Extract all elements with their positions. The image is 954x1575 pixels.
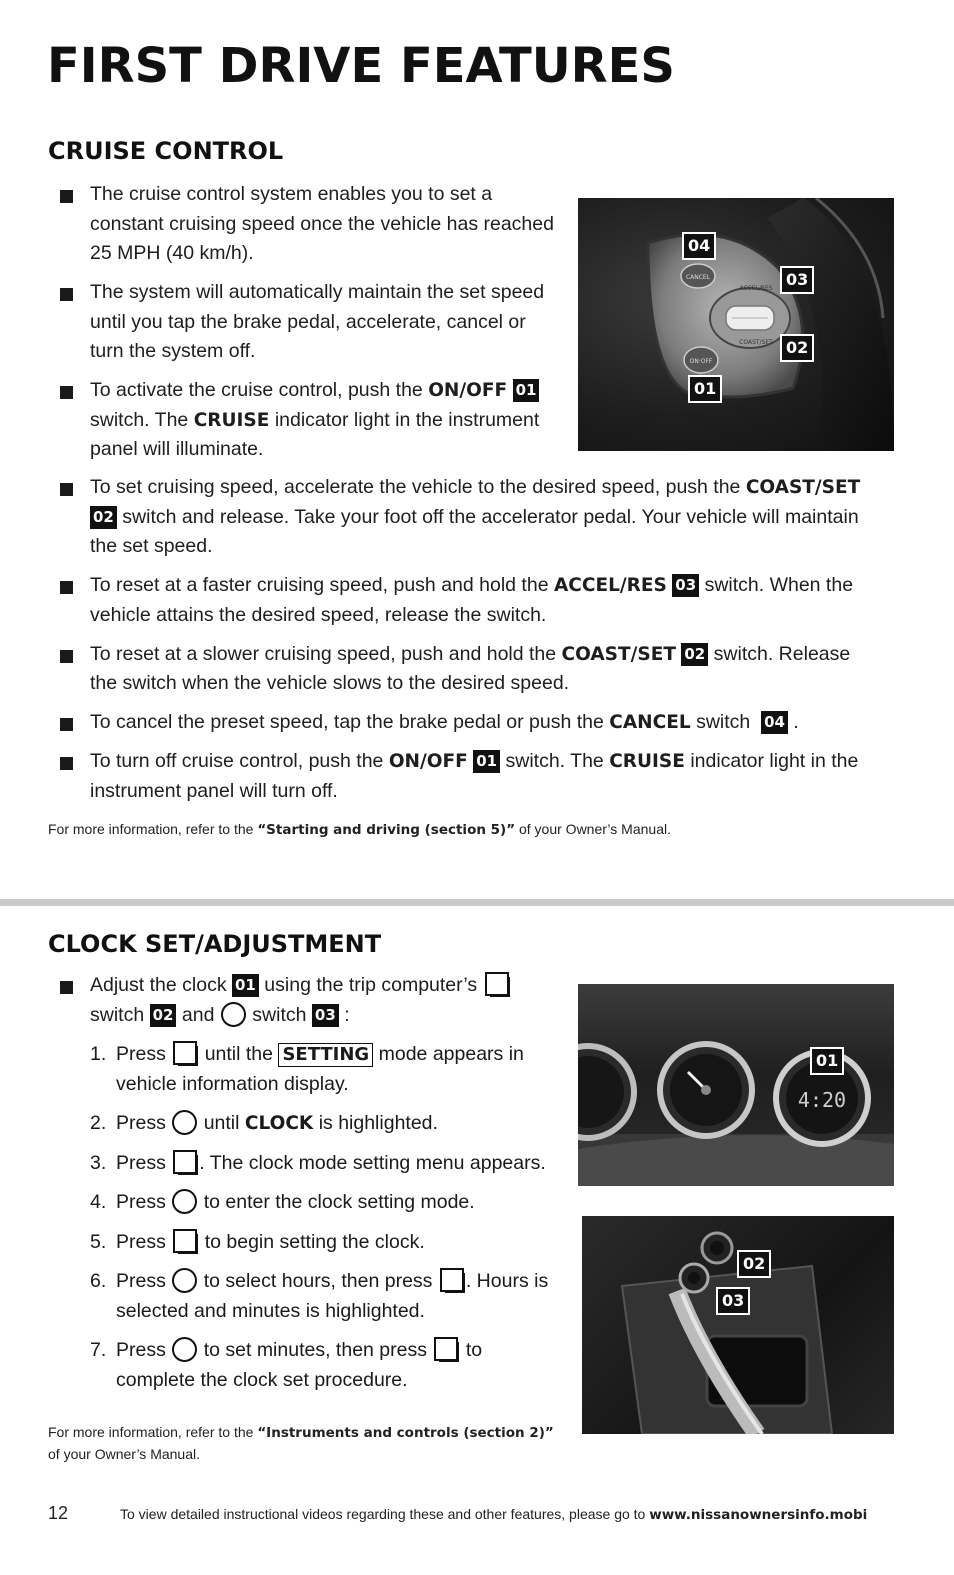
- square-bullet-icon: [60, 718, 73, 731]
- square-bullet-icon: [60, 483, 73, 496]
- square-switch-icon: [439, 1267, 465, 1293]
- round-switch-icon: [172, 1268, 197, 1293]
- step-item: 7. Press to set minutes, then press to complete the clock set procedure.: [90, 1336, 560, 1395]
- list-item: To set cruising speed, accelerate the vehicle to the desired speed, push the COAST/SET 02 switch and release. Take your foot off the accelerator pedal. Your vehicle will maintain the set speed.: [58, 473, 878, 562]
- cruise-bullets-bottom: [58, 473, 878, 806]
- callout-badge-02: 02: [90, 506, 117, 529]
- coast-set-label: COAST/SET: [739, 339, 773, 346]
- cruise-more-info-note: For more information, refer to the “Starting and driving (section 5)” of your Owner’s Manual.: [48, 821, 671, 838]
- round-switch-icon: [172, 1337, 197, 1362]
- accel-res-label: ACCEL/RES: [739, 285, 773, 292]
- gauges-illustration: [578, 984, 894, 1186]
- square-bullet-icon: [60, 190, 73, 203]
- callout-badge-04: 04: [761, 711, 788, 734]
- page-title: FIRST DRIVE FEATURES: [47, 38, 675, 94]
- callout-badge-03: 03: [672, 574, 699, 597]
- page-number: 12: [48, 1503, 69, 1523]
- callout-badge-03: 03: [312, 1004, 339, 1027]
- cruise-control-heading: CRUISE CONTROL: [48, 137, 284, 165]
- square-bullet-icon: [60, 386, 73, 399]
- square-switch-icon: [172, 1228, 198, 1254]
- list-item: To activate the cruise control, push the ON/OFF 01 switch. The CRUISE indicator light in the instrument panel will illuminate.: [58, 376, 558, 465]
- clock-more-info-note: For more information, refer to the “Instruments and controls (section 2)” of your Owner’s Manual.: [48, 1424, 554, 1462]
- footer-url-link[interactable]: www.nissanownersinfo.mobi: [649, 1507, 868, 1523]
- callout-badge-02: 02: [681, 643, 708, 666]
- photo-callout-03: 03: [716, 1287, 750, 1315]
- square-switch-icon: [484, 971, 510, 997]
- list-item: To cancel the preset speed, tap the brake pedal or push the CANCEL switch 04 .: [58, 708, 878, 738]
- list-item: The cruise control system enables you to set a constant cruising speed once the vehicle has reached 25 MPH (40 km/h).: [58, 180, 558, 269]
- square-bullet-icon: [60, 981, 73, 994]
- list-item: The system will automatically maintain the set speed until you tap the brake pedal, accelerate, cancel or turn the system off.: [58, 278, 558, 367]
- square-switch-icon: [433, 1336, 459, 1362]
- photo-callout-01: 01: [810, 1047, 844, 1075]
- switches-illustration: [582, 1216, 894, 1434]
- step-item: 2. Press until CLOCK is highlighted.: [90, 1112, 438, 1134]
- footer-text: To view detailed instructional videos regarding these and other features, please go to www.nissanownersinfo.mobi: [120, 1506, 868, 1523]
- square-bullet-icon: [60, 288, 73, 301]
- steering-wheel-photo: [578, 198, 894, 451]
- list-item: To reset at a faster cruising speed, push and hold the ACCEL/RES 03 switch. When the vehicle attains the desired speed, release the switch.: [58, 571, 878, 630]
- step-item: 4. Press to enter the clock setting mode.: [90, 1191, 475, 1213]
- steering-wheel-illustration: [578, 198, 894, 451]
- cancel-label: CANCEL: [685, 274, 711, 281]
- clock-steps: [90, 1040, 560, 1395]
- callout-badge-01: 01: [232, 974, 259, 997]
- callout-badge-02: 02: [150, 1004, 177, 1027]
- gauge-cluster-photo: [578, 984, 894, 1186]
- setting-mode-label: SETTING: [278, 1043, 373, 1067]
- square-bullet-icon: [60, 757, 73, 770]
- clock-set-heading: CLOCK SET/ADJUSTMENT: [48, 930, 382, 958]
- section-divider: [0, 899, 954, 906]
- step-item: 3. Press . The clock mode setting menu appears.: [90, 1149, 560, 1179]
- callout-badge-01: 01: [513, 379, 540, 402]
- round-switch-icon: [172, 1189, 197, 1214]
- list-item: Adjust the clock 01 using the trip computer’s switch 02 and switch 03 :: [58, 971, 538, 1030]
- photo-callout-04: 04: [682, 232, 716, 260]
- step-item: 6. Press to select hours, then press . Hours is selected and minutes is highlighted.: [90, 1267, 560, 1326]
- photo-callout-02: 02: [780, 334, 814, 362]
- photo-callout-03: 03: [780, 266, 814, 294]
- list-item: To reset at a slower cruising speed, push and hold the COAST/SET 02 switch. Release the switch when the vehicle slows to the desired speed.: [58, 640, 878, 699]
- square-switch-icon: [172, 1040, 198, 1066]
- trip-computer-switch-photo: [582, 1216, 894, 1434]
- square-switch-icon: [172, 1149, 198, 1175]
- clock-readout: 4:20: [797, 1088, 847, 1112]
- list-item: To turn off cruise control, push the ON/OFF 01 switch. The CRUISE indicator light in the instrument panel will turn off.: [58, 747, 878, 806]
- step-item: 1. Press until the SETTING mode appears in vehicle information display.: [90, 1040, 560, 1099]
- clock-intro-bullet: [58, 971, 538, 1030]
- round-switch-icon: [172, 1110, 197, 1135]
- round-switch-icon: [221, 1002, 246, 1027]
- on-off-label: ON·OFF: [689, 358, 713, 365]
- square-bullet-icon: [60, 650, 73, 663]
- callout-badge-01: 01: [473, 750, 500, 773]
- photo-callout-02: 02: [737, 1250, 771, 1278]
- step-item: 5. Press to begin setting the clock.: [90, 1228, 560, 1258]
- cruise-bullets-top: [58, 180, 558, 465]
- photo-callout-01: 01: [688, 375, 722, 403]
- square-bullet-icon: [60, 581, 73, 594]
